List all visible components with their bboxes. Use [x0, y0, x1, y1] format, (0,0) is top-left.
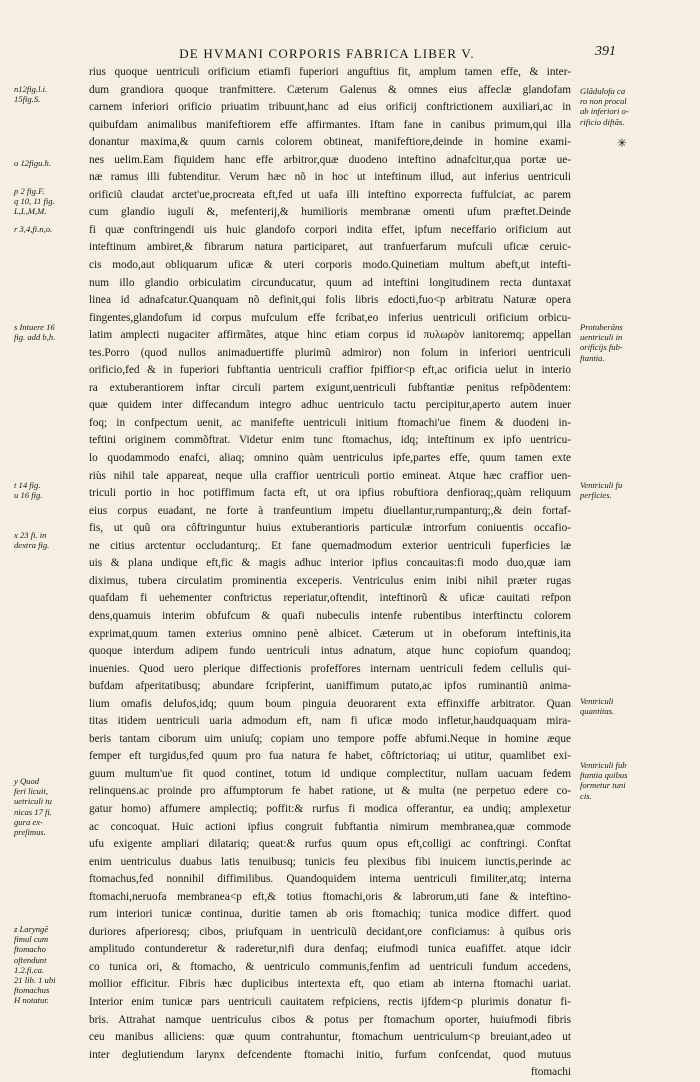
text-line: orificiũ claudat arctet'ue,procreata eft,fed ut uafa illi inteftino exporrecta fuffulciat, ac parem [89, 188, 571, 201]
text-line: ac concoquat. Huic actioni ipfius congruit fubftantia nimirum membranea,quæ commode [89, 820, 571, 833]
text-line: mollior efficitur. Fibris hæc duplicibus intertexta eft, quo etiam ab interna ftomachi uariat. [89, 978, 571, 991]
text-line: diximus, tubera circulatim prominentia exceperis. Ventriculus enim inibi nihil præter rugas [89, 574, 571, 587]
text-line: ceu manibus alliciens: quæ quum contrahuntur, ftomachum uentriculum<p breuiant,adeo ut [89, 1031, 571, 1044]
text-line: dum grandiora quoque tranfmittere. Cæterum Galenus & omnes eius affeclæ glandofam [89, 83, 571, 96]
text-line: tes.Porro (quod nullos animaduertiffe plurimũ admiror) non folum in inferiori uentriculi [89, 346, 571, 359]
text-line: titas itidem uentriculi uaria admodum eft, nam fi uficæ modo infletur,haudquaquam mira- [89, 715, 571, 728]
text-line: ufu exigente ampliari dilatariq; queat:& rurfus quum opus eft,colligi ac conftringi. Conftat [89, 838, 571, 851]
running-title: DE HVMANI CORPORIS FABRICA LIBER V. [179, 46, 475, 61]
text-line: ftomachi,neruofa membranea<p eft,& totius ftomachi,oris & labrorum,uti fane & inteftino- [89, 890, 571, 903]
text-line: quoque interdum adipem fundo uentriculi intus adnatum, atque hunc copiofum quandoq; [89, 645, 571, 658]
margin-note-left: y Quod feri licuit, uetriculi tu nicas 17 fi. gura ex- preſimus. [14, 776, 52, 838]
text-line: ftomachus,fed nonnihil diffimilibus. Quandoquidem interna uentriculi fimiliter,atq; interna [89, 873, 571, 886]
margin-note-left: o 12figu.h. [14, 158, 52, 168]
text-line: quafdam fi uehementer conftrictus reperiatur,oftendit, inteftinorũ & uficæ cauitati refpon [89, 592, 571, 605]
text-line: ne citius arctentur occludanturq;. Et fane quemadmodum exterior uentriculi fuperficies læ [89, 539, 571, 552]
text-line: gatur homo) affumere amplectiq; poffit:& rurfus fi modica offerantur, ea undiq; amplexetur [89, 802, 571, 815]
margin-note-left: r 3,4,fi.n,o. [14, 224, 53, 234]
margin-note-right: Ventriculi fub ftantia quibus formetur tuni cis. [580, 760, 628, 801]
text-line: exprimat,quum tamen exterius omnino penè albicet. Cæterum ut in obeforum inteftinis,ita [89, 627, 571, 640]
margin-note-left: x 23 fi. in dextra fig. [14, 530, 50, 551]
text-line: duriores afperioresq; cibos, priufquam in uentriculũ decidant,ore conficiamus: à quibus oris [89, 925, 571, 938]
text-line: donantur maxima,& quum carnis colorem obtineat, manifeftiore,deinde in homine exami- [89, 136, 571, 149]
text-line: beris tantam ciborum uim uniuſq; copiam uno tempore poffe abfumi.Neque in homine æque [89, 732, 571, 745]
text-line: triculi portio in hoc potiffimum facta eft, ut ora ipfius robuftiora denfioraq;,quàm reliquum [89, 487, 571, 500]
main-text-column [89, 64, 571, 1082]
text-line: lium omafis delufos,idq; quum boum pinguia deuorarent exta effinxiffe arbitrator. Quan [89, 697, 571, 710]
text-line: quæ quidem inter diffecandum integro adhuc uentriculo tactu percipitur,aperto autem inuer [89, 399, 571, 412]
text-line: co tunica ori, & ftomacho, & uentriculo communis,fenfim ad uentriculi fundum accedens, [89, 960, 571, 973]
margin-note-right: Ventriculi fu perficies. [580, 480, 623, 501]
text-line: eius corpus euadant, ne forte à tranfeuntium impetu diuellantur,rumpanturq;,& dein fortaf- [89, 504, 571, 517]
text-line: lo quodammodo enafci, aliaq; omnino quàm uentriculus ipfe,partes effe, quum tamen exte [89, 452, 571, 465]
margin-note-left: t 14 fig. u 16 fig. [14, 480, 43, 501]
text-line: fis, ut quũ ora côftringuntur huius extuberantioris particulæ introrfum coniuentis occafio- [89, 522, 571, 535]
text-line: inter deglutiendum larynx defcendente ftomachi initio, furfum confcendat, quod mutuus [89, 1048, 571, 1061]
text-line: quibufdam animalibus manifeftiorem effe affirmantes. Iftam fane in canibus primum,qui illa [89, 118, 571, 131]
text-line: linea id adnafcatur.Quanquam nõ definit,qui folis libris edocti,fuo<p arbitratu Naturæ opera [89, 294, 571, 307]
page-number: 391 [595, 44, 616, 59]
text-line: bufdam afperitatibusq; abundare fcripferint, uaniffimum putato,ac ipfos ruminantiũ anima- [89, 680, 571, 693]
margin-note-left: z Laryngē fimul cum ftomacho oftendunt 1.2.fi.ca. 21 lib. 1 ubi ftomachus H notatur. [14, 924, 56, 1006]
text-line: amplitudo contunderetur & raderetur,nifi dura denfaq; eiufmodi tunica euafiffet. atque idcir [89, 943, 571, 956]
margin-note-left: n12fig.l.i. 15fig.S. [14, 84, 48, 105]
margin-note-left: s Intuere 16 fig. add b,h. [14, 322, 56, 343]
text-line: inteftinum ambiret,& fibrarum natura participaret, aut tranfuerfarum mufculi uficæ ceruic- [89, 241, 571, 254]
asterisk-ornament-icon: ✳ [617, 136, 628, 150]
text-line: nes uelim.Eam fiquidem hanc effe arbitror,quæ duodeno inteftino adnafcitur,qua portæ ue- [89, 153, 571, 166]
text-line: rum interiori tunicæ continua, duritie tamen ab oris ftomachiq; tunica modice differt. quod [89, 908, 571, 921]
text-line: næ ramus illi fubtenditur. Verum hæc nõ in hoc ut inteftinum illud, aut inferius uentriculi [89, 171, 571, 184]
text-line: dens,quamuis interim obfufcum & quafi nubeculis intenfe rubentibus interftinctu colorem [89, 609, 571, 622]
text-line: guum multum'ue fit quod continet, totum id undique complectitur, nullam uacuam fedem [89, 767, 571, 780]
text-line: cum glandio iuguli &, mefenterij,& humilioris membranæ omenti ufum præftet.Deinde [89, 206, 571, 219]
margin-note-right: Ventriculi quantitas. [580, 696, 615, 717]
margin-note-left: p 2 fig.F. q 10, 11 fig. L,L,M,M. [14, 186, 55, 217]
text-line: teftini originem commõftrat. Videtur enim tunc ftomachus, idq; inteftinum ex ipfo uentricu- [89, 434, 571, 447]
text-line: num illo glandio orbiculatim circunducatur, quum ad inteftini longitudinem recta duntaxat [89, 276, 571, 289]
margin-note-right: Protuberãns uentriculi in orificijs fub- ftantia. [580, 322, 623, 363]
text-line: inuenies. Quod uero plerique diffectionis profeffores internam uentriculi fedem cellulis qui- [89, 662, 571, 675]
text-line: riùs nihil tale appareat, neque ulla craffior uentriculi portio emineat. Atque hæc craffior uen- [89, 469, 571, 482]
text-line: fingentes,glandofum id corpus mufculum effe fcribat,eo inferius uentriculi orificium orbicu- [89, 311, 571, 324]
text-line: rius quoque uentriculi orificium etiamfi fuperiori anguftius fit, amplum tamen effe, & inter- [89, 66, 571, 78]
text-line: latim amplecti nugaciter affirmãtes, atque hinc etiam corpus id πυλωρὸν ianitoremq; appellan [89, 329, 571, 342]
text-line: enim uentriculus duabus latis tenuibusq; tunicis feu plexibus fibi inuicem iunctis,perinde ac [89, 855, 571, 868]
text-line: orificio,fed & in fuperiori fubftantia uentriculi craffior fpiffior<p eft,ac orificia uelut in interio [89, 364, 571, 377]
text-line: foq; in confpectum uenit, ac manifefte uentriculi initium ftomachi'ue finem & duodeni in- [89, 416, 571, 429]
text-line: ftomachi [530, 1066, 571, 1079]
text-line: Interior enim tunicæ pars uentriculi cauitatem refpiciens, rectis ijfdem<p plurimis donatur fi- [89, 995, 571, 1008]
text-line: carnem inferiori orificio priuatim tribuunt,hanc ad eius orificij conftrictionem auxiliari,ac in [89, 101, 571, 114]
text-line: femper eft turgidus,fed quum pro fua natura fe habet, côftrictoriaq; ui utitur, quamlibet exi- [89, 750, 571, 763]
text-line: bris. Attrahat namque uentriculus cibos & potus per ftomachum oporter, huiufmodi fibris [89, 1013, 571, 1026]
text-line: relinquens.ac proinde pro affumptorum fe habet ratione, ut & multa (ne perpetuo edere co- [89, 785, 571, 798]
text-line: fi quæ conftringendi uis huic glandofo corpori indita effet, ipfum neceffario orificium aut [89, 223, 571, 236]
text-line: uis & plana undique eft,fic & magis adhuc interior ipfius concauitas:fi modo duo,quæ iam [89, 557, 571, 570]
margin-note-right: Glãdulofa ca ro non procul ab inferiori o- rificio diftās. [580, 86, 629, 127]
text-line: ra extuberantiorem inftar circuli partem exigunt,uentriculi fubftantiæ penitus refpõdentem: [89, 381, 571, 394]
text-line: cis modo,aut obliquarum uficæ & uteri corporis modo.Quinetiam multum abeft,ut intefti- [89, 259, 571, 272]
